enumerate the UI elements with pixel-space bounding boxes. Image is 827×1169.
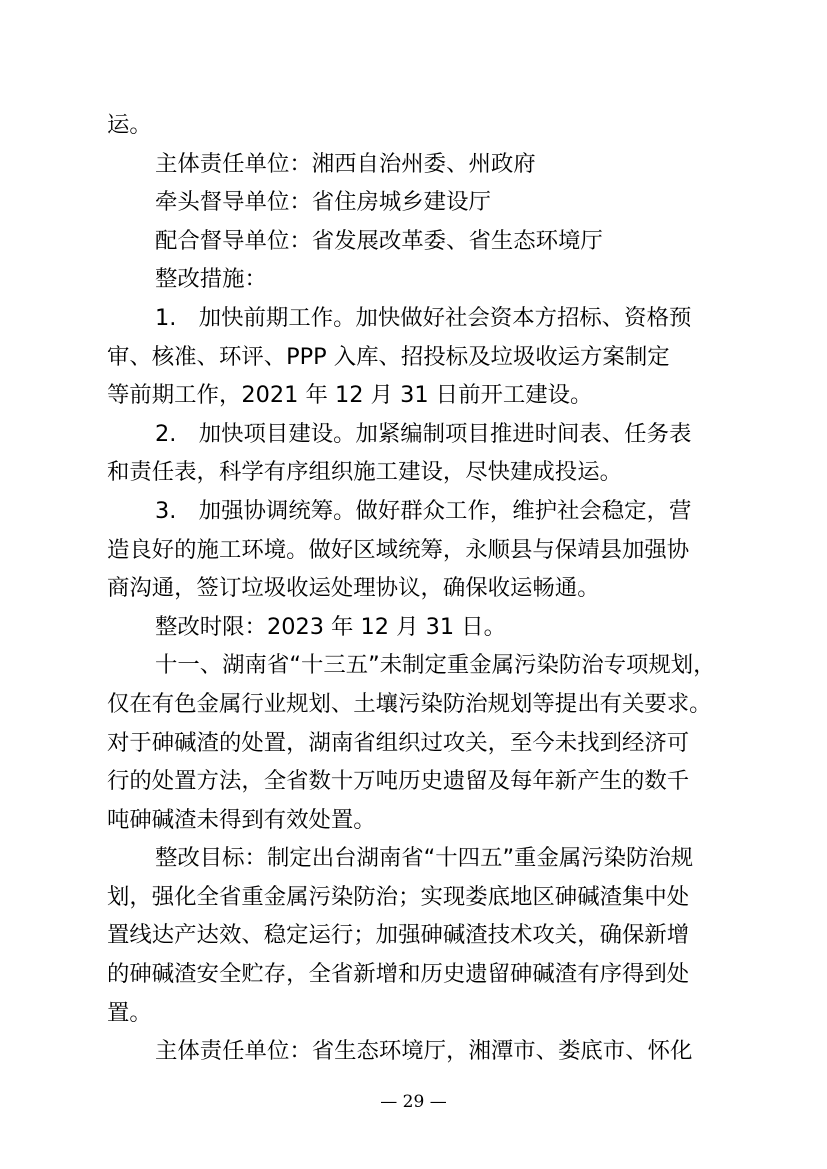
- text-line: 行的处置方法，全省数十万吨历史遗留及每年新产生的数千: [107, 768, 690, 795]
- text-line: 仅在有色金属行业规划、土壤污染防治规划等提出有关要求。: [107, 690, 712, 717]
- text-line: 商沟通，签订垃圾收运处理协议，确保收运畅通。: [107, 575, 600, 602]
- text-line: 牵头督导单位：省住房城乡建设厅: [155, 189, 491, 216]
- text-line: 吨砷碱渣未得到有效处置。: [107, 806, 376, 833]
- text-line: 和责任表，科学有序组织施工建设，尽快建成投运。: [107, 459, 622, 486]
- text-line: 2. 加快项目建设。加紧编制项目推进时间表、任务表: [155, 420, 692, 447]
- text-line: 3. 加强协调统筹。做好群众工作，维护社会稳定，营: [155, 497, 692, 524]
- text-line: 运。: [107, 112, 152, 138]
- text-line: 置。: [107, 999, 152, 1026]
- document-body: [107, 106, 727, 1071]
- text-line: 划，强化全省重金属污染防治；实现娄底地区砷碱渣集中处: [107, 883, 690, 910]
- text-line: 配合督导单位：省发展改革委、省生态环境厅: [155, 227, 603, 254]
- text-line: 主体责任单位：省生态环境厅，湘潭市、娄底市、怀化: [155, 1038, 693, 1065]
- text-line: 整改目标：制定出台湖南省“十四五”重金属污染防治规: [155, 845, 694, 872]
- text-line: 整改时限：2023 年 12 月 31 日。: [155, 613, 507, 640]
- text-line: 1. 加快前期工作。加快做好社会资本方招标、资格预: [155, 304, 692, 331]
- text-line: 的砷碱渣安全贮存，全省新增和历史遗留砷碱渣有序得到处: [107, 961, 690, 988]
- text-line: 审、核准、环评、PPP 入库、招投标及垃圾收运方案制定: [107, 343, 670, 370]
- text-line: 置线达产达效、稳定运行；加强砷碱渣技术攻关，确保新增: [107, 922, 690, 949]
- text-line: 整改措施：: [155, 266, 267, 293]
- text-line: 等前期工作，2021 年 12 月 31 日前开工建设。: [107, 382, 593, 409]
- page-number: — 29 —: [380, 1092, 447, 1112]
- text-line: 十一、湖南省“十三五”未制定重金属污染防治专项规划，: [155, 652, 716, 679]
- text-line: 对于砷碱渣的处置，湖南省组织过攻关，至今未找到经济可: [107, 729, 690, 756]
- text-line: 造良好的施工环境。做好区域统筹，永顺县与保靖县加强协: [107, 536, 690, 563]
- text-line: 主体责任单位：湘西自治州委、州政府: [155, 150, 536, 177]
